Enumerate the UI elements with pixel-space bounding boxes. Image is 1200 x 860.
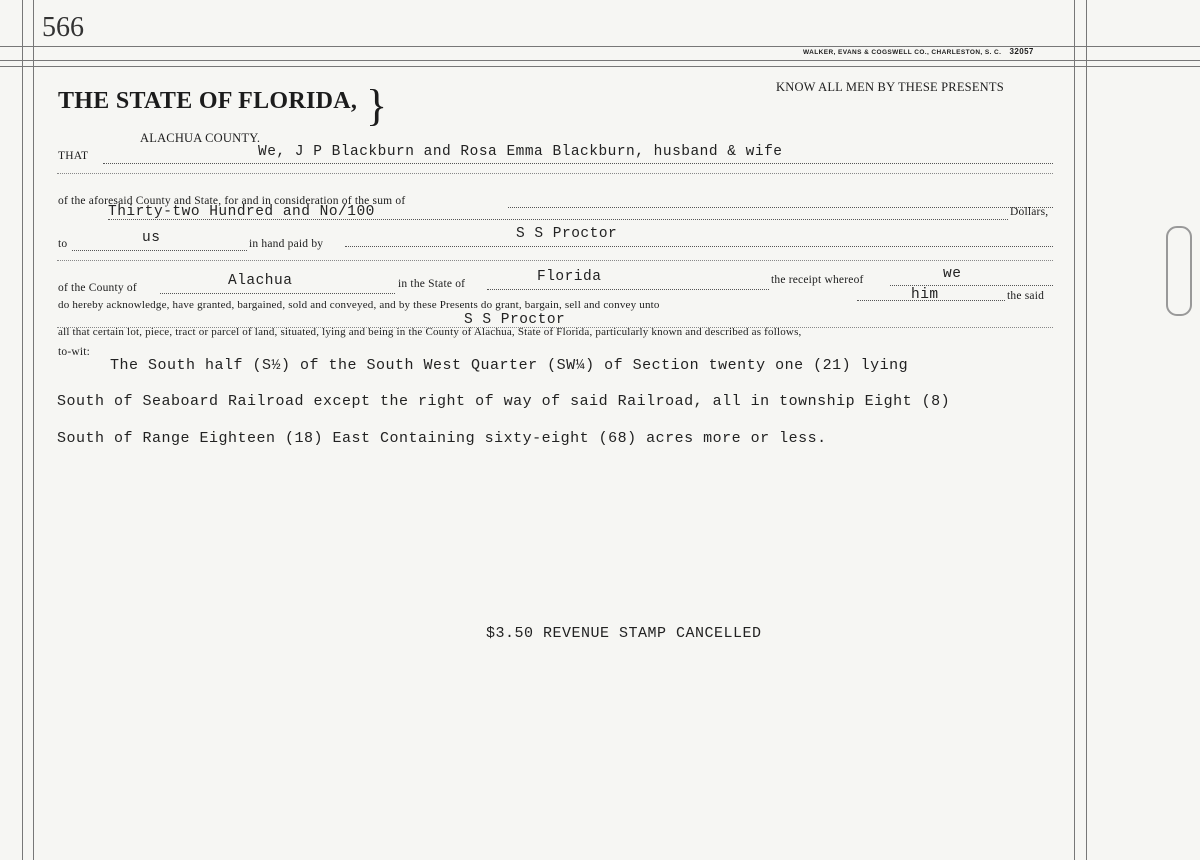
grantee: S S Proctor [464, 312, 566, 328]
page-number: 566 [42, 12, 84, 43]
paid-to: us [142, 230, 161, 246]
revenue-stamp-note: $3.50 REVENUE STAMP CANCELLED [486, 625, 762, 642]
dollars-label: Dollars, [1010, 206, 1049, 218]
description-line-3: South of Range Eighteen (18) East Containing sixty-eight (68) acres more or less. [57, 430, 827, 447]
grantee-pronoun: him [911, 287, 939, 303]
description-line-2: South of Seaboard Railroad except the right of way of said Railroad, all in township Eight (8) [57, 393, 951, 410]
receipt-party: we [943, 266, 962, 282]
land-text: all that certain lot, piece, tract or parcel of land, situated, lying and being in the County of Alachua, State of Florida, particularly known and described as follows, [58, 326, 802, 338]
paid-by-line [345, 246, 1053, 247]
left-margin-rule [22, 0, 23, 860]
blank-line-1 [57, 173, 1053, 174]
county-heading: ALACHUA COUNTY. [140, 131, 261, 145]
state-brace: } [366, 81, 388, 130]
receipt-line [890, 285, 1053, 286]
state-label: in the State of [398, 278, 466, 290]
grantors: We, J P Blackburn and Rosa Emma Blackburn, husband & wife [258, 144, 783, 160]
printer-name [803, 47, 1034, 56]
paid-by-label: in hand paid by [249, 238, 324, 250]
to-label: to [58, 238, 68, 250]
grant-text: do hereby acknowledge, have granted, bargained, sold and conveyed, and by these Presents do grant, bargain, sell and convey unto [58, 299, 660, 311]
county-value: Alachua [228, 273, 293, 289]
consideration-label: of the aforesaid County and State, for and in consideration of the sum of [58, 195, 406, 207]
consideration-line [508, 207, 1053, 208]
that-label: THAT [58, 150, 89, 162]
binder-clip [1166, 226, 1192, 316]
grantors-line [103, 163, 1053, 164]
blank-line-2 [57, 260, 1053, 261]
county-line [160, 293, 395, 294]
to-wit-label: to-wit: [58, 346, 91, 358]
right-margin-rule-2 [1086, 0, 1087, 860]
receipt-label: the receipt whereof [771, 274, 864, 286]
the-said-label: the said [1007, 290, 1045, 302]
amount-line [108, 219, 1008, 220]
top-rule-3 [0, 66, 1200, 67]
amount: Thirty-two Hundred and No/100 [108, 204, 375, 220]
right-margin-rule [1074, 0, 1075, 860]
know-all-men: KNOW ALL MEN BY THESE PRESENTS [776, 80, 1004, 94]
printer-form-number: 32057 [1009, 47, 1034, 56]
description-line-1: The South half (S½) of the South West Quarter (SW¼) of Section twenty one (21) lying [110, 357, 909, 374]
paid-to-line [72, 250, 247, 251]
top-rule-2 [0, 60, 1200, 61]
left-margin-rule-2 [33, 0, 34, 860]
state-line [487, 289, 769, 290]
county-label: of the County of [58, 282, 137, 294]
state-value: Florida [537, 269, 602, 285]
state-title: THE STATE OF FLORIDA, [58, 88, 358, 114]
printer-name-text: WALKER, EVANS & COGSWELL CO., CHARLESTON, S. C. [803, 49, 1002, 56]
paid-by: S S Proctor [516, 226, 618, 242]
